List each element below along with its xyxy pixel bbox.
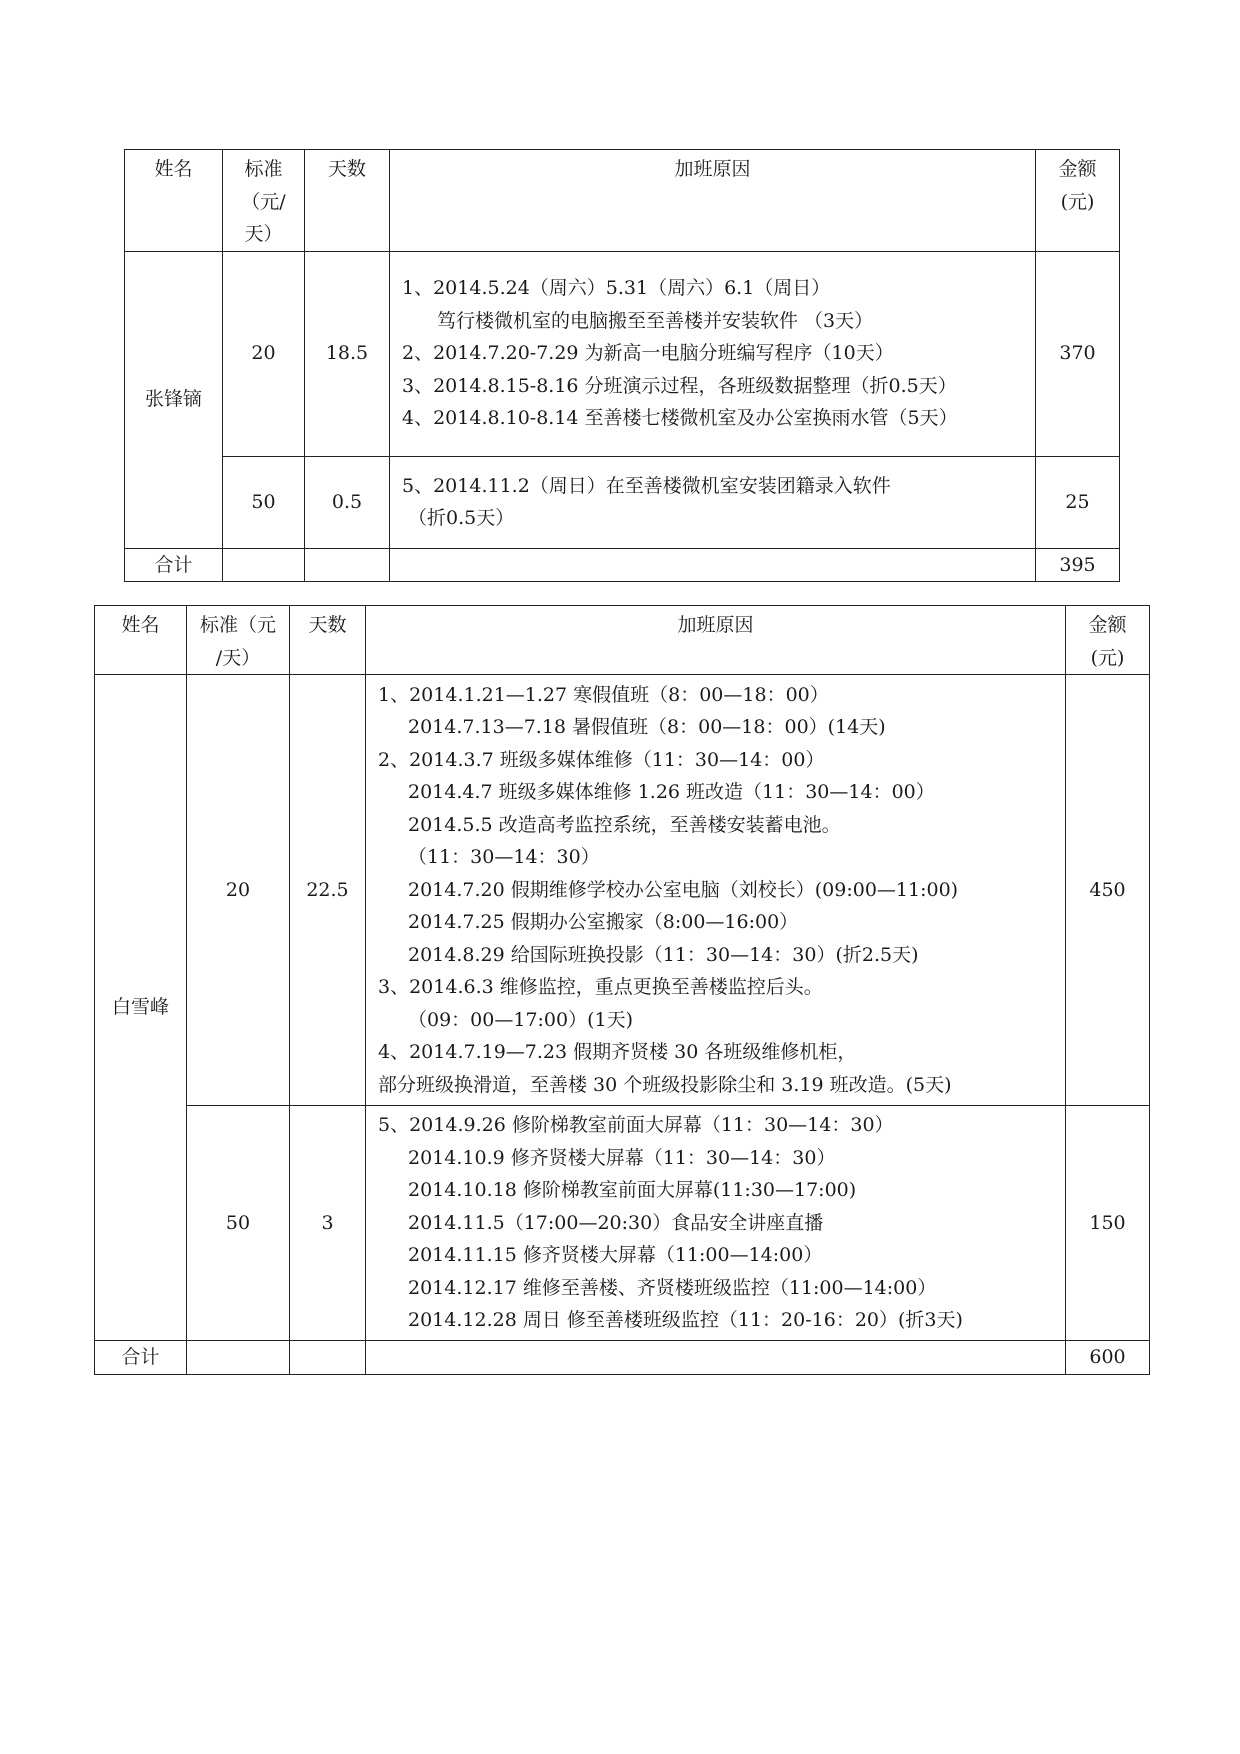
header-name: 姓名 — [95, 606, 187, 675]
reason-line: 4、2014.8.10-8.14 至善楼七楼微机室及办公室换雨水管（5天） — [402, 407, 958, 430]
reason-line: 部分班级换滑道，至善楼 30 个班级投影除尘和 3.19 班改造。(5天) — [378, 1073, 952, 1096]
standard-value: 50 — [223, 456, 305, 548]
days-value: 22.5 — [290, 675, 366, 1106]
header-standard: 标准 （元/ 天） — [223, 150, 305, 252]
reason-cell — [390, 251, 1036, 456]
days-value: 3 — [290, 1106, 366, 1341]
days-value: 0.5 — [305, 456, 390, 548]
reason-cell — [366, 675, 1066, 1106]
header-reason: 加班原因 — [366, 606, 1066, 675]
reason-cell — [390, 456, 1036, 548]
reason-line: 2014.11.15 修齐贤楼大屏幕（11:00—14:00） — [408, 1244, 823, 1267]
reason-line: 笃行楼微机室的电脑搬至至善楼并安装软件 （3天） — [437, 309, 874, 332]
total-row — [95, 1341, 1150, 1375]
overtime-table-2 — [94, 605, 1150, 1375]
reason-line: 2014.7.25 假期办公室搬家（8:00—16:00） — [408, 911, 799, 934]
reason-line: 2014.8.29 给国际班换投影（11：30—14：30）(折2.5天) — [408, 943, 919, 966]
amount-value: 370 — [1036, 251, 1120, 456]
reason-line: 2014.10.9 修齐贤楼大屏幕（11：30—14：30） — [408, 1146, 836, 1169]
reason-line: 3、2014.6.3 维修监控，重点更换至善楼监控后头。 — [378, 976, 823, 999]
empty-cell — [290, 1341, 366, 1375]
header-name: 姓名 — [125, 150, 223, 252]
amount-value: 150 — [1066, 1106, 1150, 1341]
reason-line: 2014.11.5（17:00—20:30）食品安全讲座直播 — [408, 1211, 824, 1234]
header-standard: 标准（元 /天） — [187, 606, 290, 675]
reason-line: 2014.5.5 改造高考监控系统，至善楼安装蓄电池。 — [408, 813, 841, 836]
reason-line: （11：30—14：30） — [408, 846, 600, 869]
reason-line: 3、2014.8.15-8.16 分班演示过程，各班级数据整理（折0.5天） — [402, 374, 957, 397]
header-amount: 金额 (元) — [1036, 150, 1120, 252]
reason-cell — [366, 1106, 1066, 1341]
empty-cell — [390, 548, 1036, 582]
empty-cell — [366, 1341, 1066, 1375]
header-days: 天数 — [290, 606, 366, 675]
reason-line: 2014.4.7 班级多媒体维修 1.26 班改造（11：30—14：00） — [408, 781, 935, 804]
reason-line: （09：00—17:00）(1天) — [408, 1008, 634, 1031]
reason-line: 2014.7.13—7.18 暑假值班（8：00—18：00）(14天) — [408, 716, 886, 739]
total-amount: 395 — [1036, 548, 1120, 582]
total-amount: 600 — [1066, 1341, 1150, 1375]
reason-line: （折0.5天） — [408, 507, 515, 529]
table-row — [95, 1106, 1150, 1341]
standard-value: 50 — [187, 1106, 290, 1341]
standard-value: 20 — [187, 675, 290, 1106]
amount-value: 450 — [1066, 675, 1150, 1106]
standard-value: 20 — [223, 251, 305, 456]
reason-line: 5、2014.11.2（周日）在至善楼微机室安装团籍录入软件 — [402, 474, 891, 497]
table-row — [95, 675, 1150, 1106]
person-name: 张锋镝 — [125, 251, 223, 548]
reason-line: 2014.12.17 维修至善楼、齐贤楼班级监控（11:00—14:00） — [408, 1276, 937, 1299]
table-row — [125, 251, 1120, 456]
total-row — [125, 548, 1120, 582]
table-row — [125, 456, 1120, 548]
header-row — [95, 606, 1150, 675]
header-amount: 金额 (元) — [1066, 606, 1150, 675]
reason-line: 2、2014.3.7 班级多媒体维修（11：30—14：00） — [378, 748, 825, 771]
overtime-table-1 — [124, 149, 1120, 582]
header-row — [125, 150, 1120, 252]
empty-cell — [223, 548, 305, 582]
total-label: 合计 — [95, 1341, 187, 1375]
reason-line: 2014.12.28 周日 修至善楼班级监控（11：20-16：20）(折3天) — [408, 1309, 963, 1332]
reason-line: 2014.7.20 假期维修学校办公室电脑（刘校长）(09:00—11:00) — [408, 878, 959, 901]
amount-value: 25 — [1036, 456, 1120, 548]
empty-cell — [187, 1341, 290, 1375]
days-value: 18.5 — [305, 251, 390, 456]
reason-line: 1、2014.5.24（周六）5.31（周六）6.1（周日） — [402, 277, 831, 300]
reason-line: 5、2014.9.26 修阶梯教室前面大屏幕（11：30—14：30） — [378, 1114, 894, 1137]
empty-cell — [305, 548, 390, 582]
reason-line: 4、2014.7.19—7.23 假期齐贤楼 30 各班级维修机柜， — [378, 1041, 857, 1064]
reason-line: 2014.10.18 修阶梯教室前面大屏幕(11:30—17:00) — [408, 1179, 857, 1202]
reason-line: 2、2014.7.20-7.29 为新高一电脑分班编写程序（10天） — [402, 342, 894, 365]
header-days: 天数 — [305, 150, 390, 252]
header-reason: 加班原因 — [390, 150, 1036, 252]
total-label: 合计 — [125, 548, 223, 582]
reason-line: 1、2014.1.21—1.27 寒假值班（8：00—18：00） — [378, 683, 829, 706]
person-name: 白雪峰 — [95, 675, 187, 1341]
